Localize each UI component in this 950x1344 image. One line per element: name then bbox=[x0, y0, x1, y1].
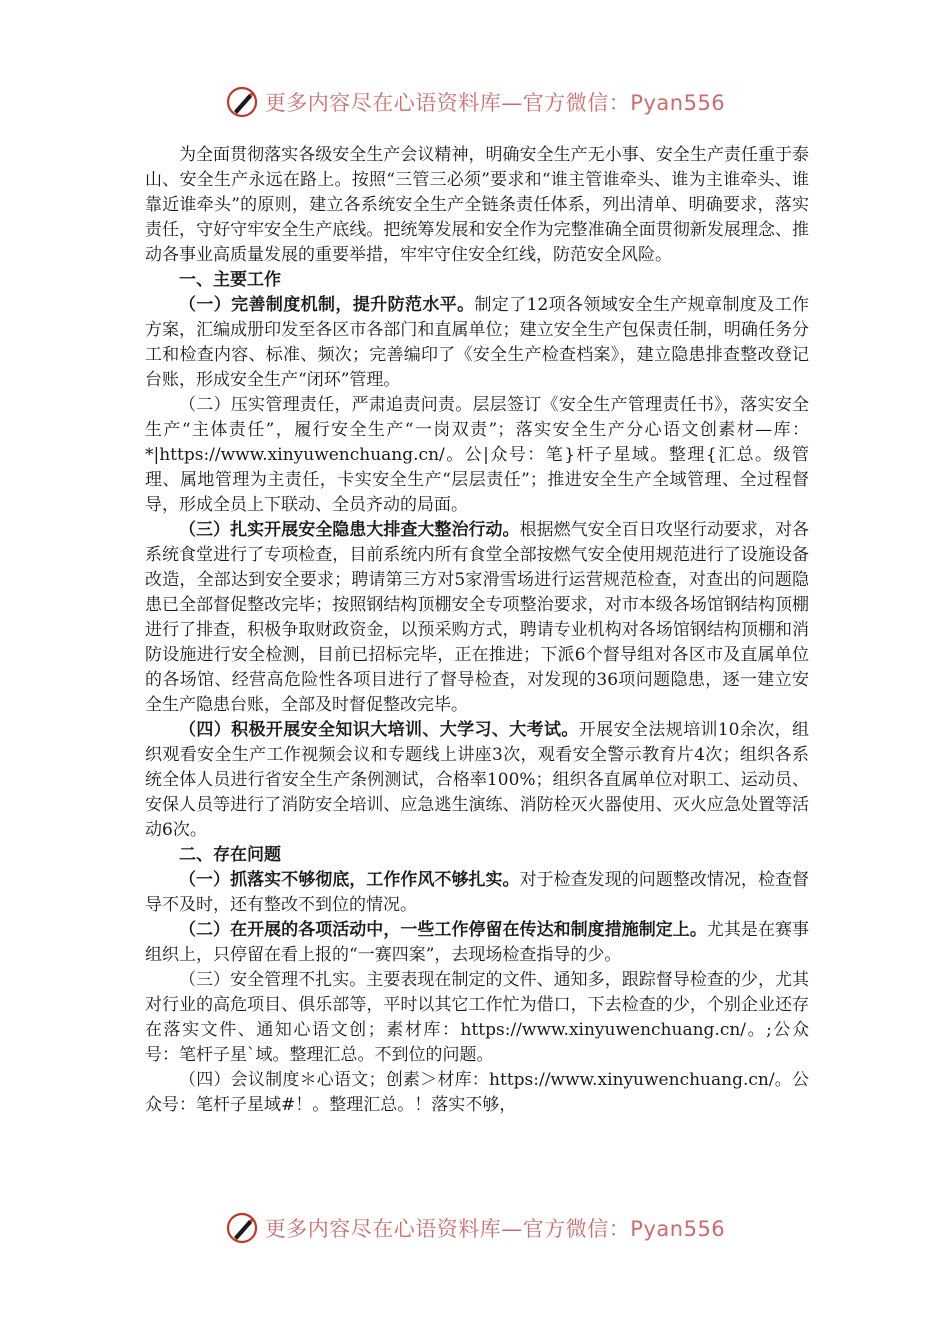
paragraph-text: 根据燃气安全百日攻坚行动要求，对各系统食堂进行了专项检查，目前系统内所有食堂全部按燃气安全使用规范进行了设施设备改造，全部达到安全要求；聘请第三方对5家滑雪场进行运营规范检查，对查出的问题隐患已全部督促整改完毕；按照钢结构顶棚安全专项整治要求，对市本级各场馆钢结构顶棚进行了排查，积极争取财政资金，以预采购方式，聘请专业机构对各场馆钢结构顶棚和消防设施进行安全检测，目前已招标完毕，正在推进；下派6个督导组对各区市及直属单位的各场馆、经营高危险性各项目进行了督导检查，对发现的36项问题隐患，逐一建立安全生产隐患台账，全部及时督促整改完毕。 bbox=[145, 520, 810, 715]
paragraph-text: 制定了12项各领域安全生产规章制度及工作方案，汇编成册印发至各区市各部门和直属单位；建立安全生产包保责任制，明确任务分工和检查内容、标准、频次；完善编印了《安全生产检查档案》，建立隐患排查整改登记台账，形成安全生产“闭环”管理。 bbox=[145, 295, 810, 390]
paragraph-problem-2 bbox=[145, 918, 809, 968]
banner-text: 更多内容尽在心语资料库—官方微信：Pyan556 bbox=[264, 91, 726, 115]
document-body bbox=[145, 143, 809, 1118]
paragraph-problem-4: （四）会议制度＊心语文；创素＞材库：https://www.xinyuwenchuang.cn/。公众号：笔杆子星域#！。整理汇总。！落实不够， bbox=[145, 1070, 809, 1115]
pen-logo-icon bbox=[225, 1211, 259, 1245]
paragraph-heading: （一）完善制度机制，提升防范水平。 bbox=[179, 295, 475, 315]
banner-text: 更多内容尽在心语资料库—官方微信：Pyan556 bbox=[264, 1217, 726, 1241]
paragraph-text: 开展安全法规培训10余次，组织观看安全生产工作视频会议和专题线上讲座3次，观看安全警示教育片4次；组织各系统全体人员进行省安全生产条例测试，合格率100%；组织各直属单位对职工、运动员、安保人员等进行了消防安全培训、应急逃生演练、消防栓灭火器使用、灭火应急处置等活动6次。 bbox=[145, 720, 809, 840]
footer-banner bbox=[0, 1208, 950, 1248]
section-heading-problems: 二、存在问题 bbox=[179, 845, 281, 865]
paragraph-heading: （二）在开展的各项活动中，一些工作停留在传达和制度措施制定上。 bbox=[179, 920, 707, 940]
header-banner bbox=[0, 82, 950, 122]
paragraph-text: 尤其是在赛事组织上，只停留在看上报的“一赛四案”，去现场检查指导的少。 bbox=[145, 920, 810, 965]
paragraph-problem-3: （三）安全管理不扎实。主要表现在制定的文件、通知多，跟踪督导检查的少，尤其对行业的高危项目、俱乐部等，平时以其它工作忙为借口，下去检查的少，个别企业还存在落实文件、通知心语文创；素材库：https://www.xinyuwenchuang.cn/。;公众号：笔杆子星`域。整理汇总。不到位的问题。 bbox=[145, 970, 809, 1065]
paragraph-problem-1 bbox=[145, 868, 809, 918]
intro-paragraph: 为全面贯彻落实各级安全生产会议精神，明确安全生产无小事、安全生产责任重于泰山、安全生产永远在路上。按照“三管三必须”要求和“谁主管谁牵头、谁为主谁牵头、谁靠近谁牵头”的原则，建立各系统安全生产全链条责任体系，列出清单、明确要求，落实责任，守好守牢安全生产底线。把统筹发展和安全作为完整准确全面贯彻新发展理念、推动各事业高质量发展的重要举措，牢牢守住安全红线，防范安全风险。 bbox=[145, 145, 809, 265]
paragraph-work-1 bbox=[145, 293, 809, 393]
pen-logo-icon bbox=[225, 85, 259, 119]
section-heading-main-work: 一、主要工作 bbox=[179, 270, 281, 290]
paragraph-text: 对于检查发现的问题整改情况，检查督导不及时，还有整改不到位的情况。 bbox=[145, 870, 810, 915]
paragraph-work-2: （二）压实管理责任，严肃追责问责。层层签订《安全生产管理责任书》，落实安全生产“主体责任”，履行安全生产“一岗双责”；落实安全生产分心语文创素材—库：*|https://www.xinyuwenchuang.cn/。公|众号：笔}杆子星域。整理{汇总。级管理、属地管理为主责任，卡实安全生产“层层责任”；推进安全生产全域管理、全过程督导，形成全员上下联动、全员齐动的局面。 bbox=[145, 395, 809, 515]
paragraph-heading: （一）抓落实不够彻底，工作作风不够扎实。 bbox=[179, 870, 520, 890]
paragraph-heading: （四）积极开展安全知识大培训、大学习、大考试。 bbox=[179, 720, 579, 740]
paragraph-work-4 bbox=[145, 718, 809, 843]
paragraph-work-3 bbox=[145, 518, 809, 718]
paragraph-heading: （三）扎实开展安全隐患大排查大整治行动。 bbox=[179, 520, 520, 540]
